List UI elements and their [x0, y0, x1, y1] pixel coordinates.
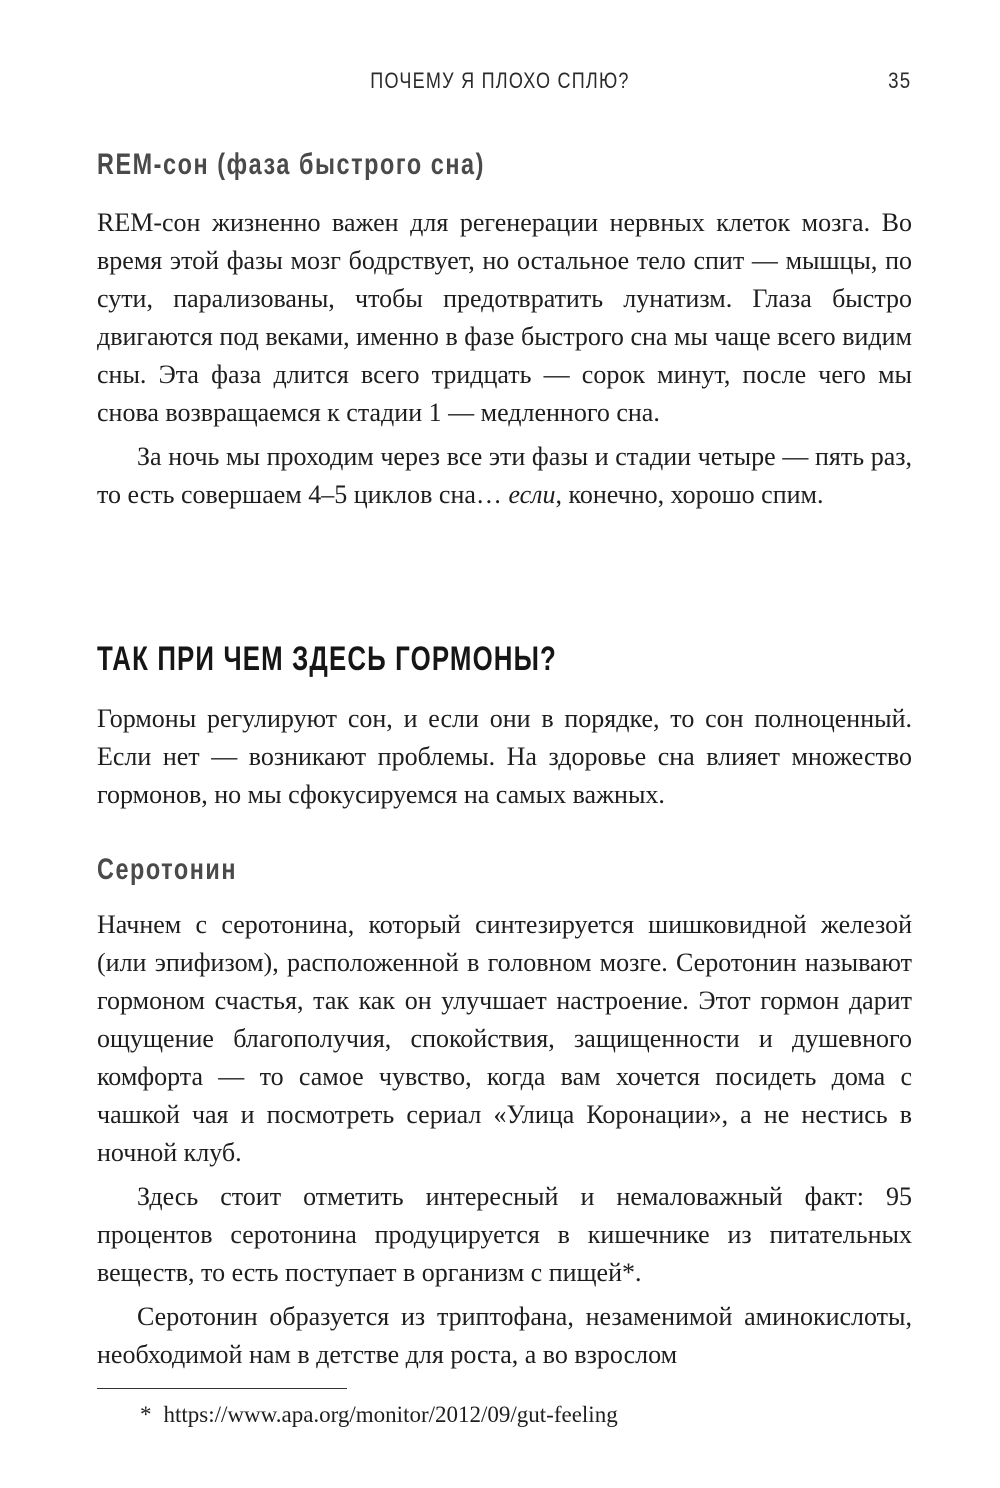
footnote-marker: * [140, 1402, 152, 1427]
rem-body [97, 204, 912, 514]
serotonin-paragraph-1: Начнем с серотонина, который синтезируется шишковидной железой (или эпифизом), расположенной в головном мозге. Серотонин называют гормоном счастья, так как он улучшает настроение. Этот гормон дарит ощущение благополучия, спокойствия, защищенности и душевного комфорта — то самое чувство, когда вам хочется посидеть дома с чашкой чая и посмотреть сериал «Улица Коронации», а не нестись в ночной клуб. [97, 910, 912, 1167]
running-title: ПОЧЕМУ Я ПЛОХО СПЛЮ? [370, 68, 630, 93]
rem-paragraph-2-emphasis: если [508, 480, 556, 509]
rem-paragraph-2 [97, 438, 912, 514]
footnote [140, 1400, 618, 1430]
rem-heading-block [97, 148, 912, 182]
hormones-body [97, 700, 912, 814]
hormones-paragraph-1: Гормоны регулируют сон, и если они в порядке, то сон полноценный. Если нет — возникают проблемы. На здоровье сна влияет множество гормонов, но мы сфокусируемся на самых важных. [97, 704, 912, 809]
serotonin-paragraph-2: Здесь стоит отметить интересный и немаловажный факт: 95 процентов серотонина продуцируется в кишечнике из питательных веществ, то есть поступает в организм с пищей*. [97, 1182, 912, 1287]
rem-paragraph-2-end: , конечно, хорошо спим. [555, 480, 824, 509]
serotonin-body [97, 906, 912, 1374]
rem-paragraph-2-start: За ночь мы проходим через все эти фазы и стадии четыре — пять раз, то есть совершаем 4–5 циклов сна… [97, 442, 912, 509]
page-number: 35 [887, 68, 911, 93]
running-header [0, 68, 1000, 102]
serotonin-heading: Серотонин [97, 853, 238, 886]
serotonin-paragraph-3: Серотонин образуется из триптофана, незаменимой аминокислоты, необходимой нам в детстве для роста, а во взрослом [97, 1302, 912, 1369]
footnote-link[interactable]: https://www.apa.org/monitor/2012/09/gut-feeling [163, 1402, 618, 1427]
rem-sleep-heading: REM-сон (фаза быстрого сна) [97, 148, 485, 181]
footnote-divider [97, 1388, 347, 1389]
rem-paragraph-1: REM-сон жизненно важен для регенерации нервных клеток мозга. Во время этой фазы мозг бодрствует, но остальное тело спит — мышцы, по сути, парализованы, чтобы предотвратить лунатизм. Глаза быстро двигаются под веками, именно в фазе быстрого сна мы чаще всего видим сны. Эта фаза длится всего тридцать — сорок минут, после чего мы снова возвращаемся к стадии 1 — медленного сна. [97, 208, 912, 427]
hormones-section-heading: ТАК ПРИ ЧЕМ ЗДЕСЬ ГОРМОНЫ? [97, 640, 557, 678]
serotonin-heading-block [97, 853, 912, 887]
hormones-heading-block [97, 640, 912, 679]
